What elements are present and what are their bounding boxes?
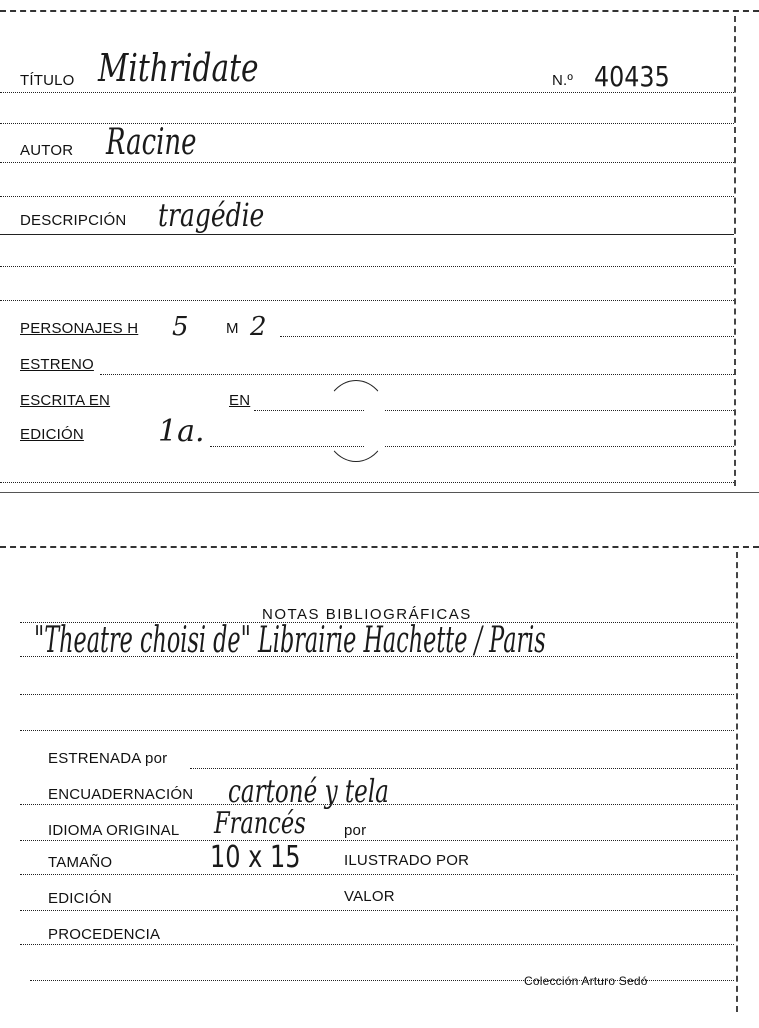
catalog-card-front <box>0 0 759 492</box>
rule-estreno <box>100 374 734 375</box>
card2-right-edge <box>736 552 738 1012</box>
idioma-value: Francés <box>214 806 306 841</box>
edicion2-label: EDICIÓN <box>48 890 112 907</box>
card-top-edge <box>0 10 759 12</box>
rule-notas-3 <box>20 730 734 731</box>
rule-titulo <box>0 92 734 93</box>
catalog-card-back <box>0 540 759 1028</box>
notas-value: "Theatre choisi de" Librairie Hachette / Paris <box>34 620 546 661</box>
rule-escrita-right <box>385 410 734 411</box>
rule-procedencia <box>20 944 734 945</box>
encuadernacion-label: ENCUADERNACIÓN <box>48 786 194 803</box>
rule-idioma <box>20 840 734 841</box>
rule-personajes <box>280 336 734 337</box>
idioma-label: IDIOMA ORIGINAL <box>48 822 180 839</box>
encuadernacion-value: cartoné y tela <box>228 772 389 810</box>
personajes-m-value: 2 <box>250 312 267 342</box>
rule-notas-2 <box>20 694 734 695</box>
tamano-label: TAMAÑO <box>48 854 113 871</box>
punch-hole-mark <box>323 380 389 462</box>
rule-descripcion <box>0 234 734 235</box>
personajes-m-label: M <box>226 320 239 337</box>
personajes-label: PERSONAJES H <box>20 320 139 337</box>
rule-encuadernacion <box>20 804 734 805</box>
descripcion-label: DESCRIPCIÓN <box>20 212 127 229</box>
notas-label: NOTAS BIBLIOGRÁFICAS <box>262 606 472 623</box>
estrenada-label: ESTRENADA por <box>48 750 168 767</box>
rule-estrenada <box>190 768 734 769</box>
idioma-por-label: por <box>344 822 367 839</box>
rule-edicion-left <box>210 446 364 447</box>
numero-label: N.º <box>552 72 574 89</box>
rule-edicion2 <box>20 910 734 911</box>
rule-notas-1 <box>20 656 734 657</box>
escrita-en-label: ESCRITA EN <box>20 392 111 409</box>
rule-autor <box>0 162 734 163</box>
rule-tamano <box>20 874 734 875</box>
collection-footer: Colección Arturo Sedó <box>524 974 648 988</box>
rule-bottom <box>0 482 734 483</box>
personajes-h-value: 5 <box>172 312 189 342</box>
edicion-value: 1a. <box>158 414 205 449</box>
estreno-label: ESTRENO <box>20 356 94 373</box>
rule-edicion-right <box>385 446 734 447</box>
autor-value: Racine <box>106 122 197 163</box>
valor-label: VALOR <box>344 888 395 905</box>
ilustrado-label: ILUSTRADO POR <box>344 852 470 869</box>
rule-blank-2 <box>0 196 734 197</box>
autor-label: AUTOR <box>20 142 74 159</box>
scan-separator <box>0 492 759 493</box>
card-right-edge <box>734 16 736 486</box>
rule-blank-3 <box>0 266 734 267</box>
numero-value: 40435 <box>594 60 670 93</box>
card2-top-edge <box>0 546 759 548</box>
procedencia-label: PROCEDENCIA <box>48 926 161 943</box>
rule-blank-4 <box>0 300 734 301</box>
rule-notas-top <box>20 622 734 623</box>
edicion-label: EDICIÓN <box>20 426 84 443</box>
tamano-value: 10 x 15 <box>210 840 301 875</box>
titulo-value: Mithridate <box>98 46 259 90</box>
titulo-label: TÍTULO <box>20 72 75 89</box>
en-label: EN <box>229 392 251 409</box>
descripcion-value: tragédie <box>158 196 265 234</box>
